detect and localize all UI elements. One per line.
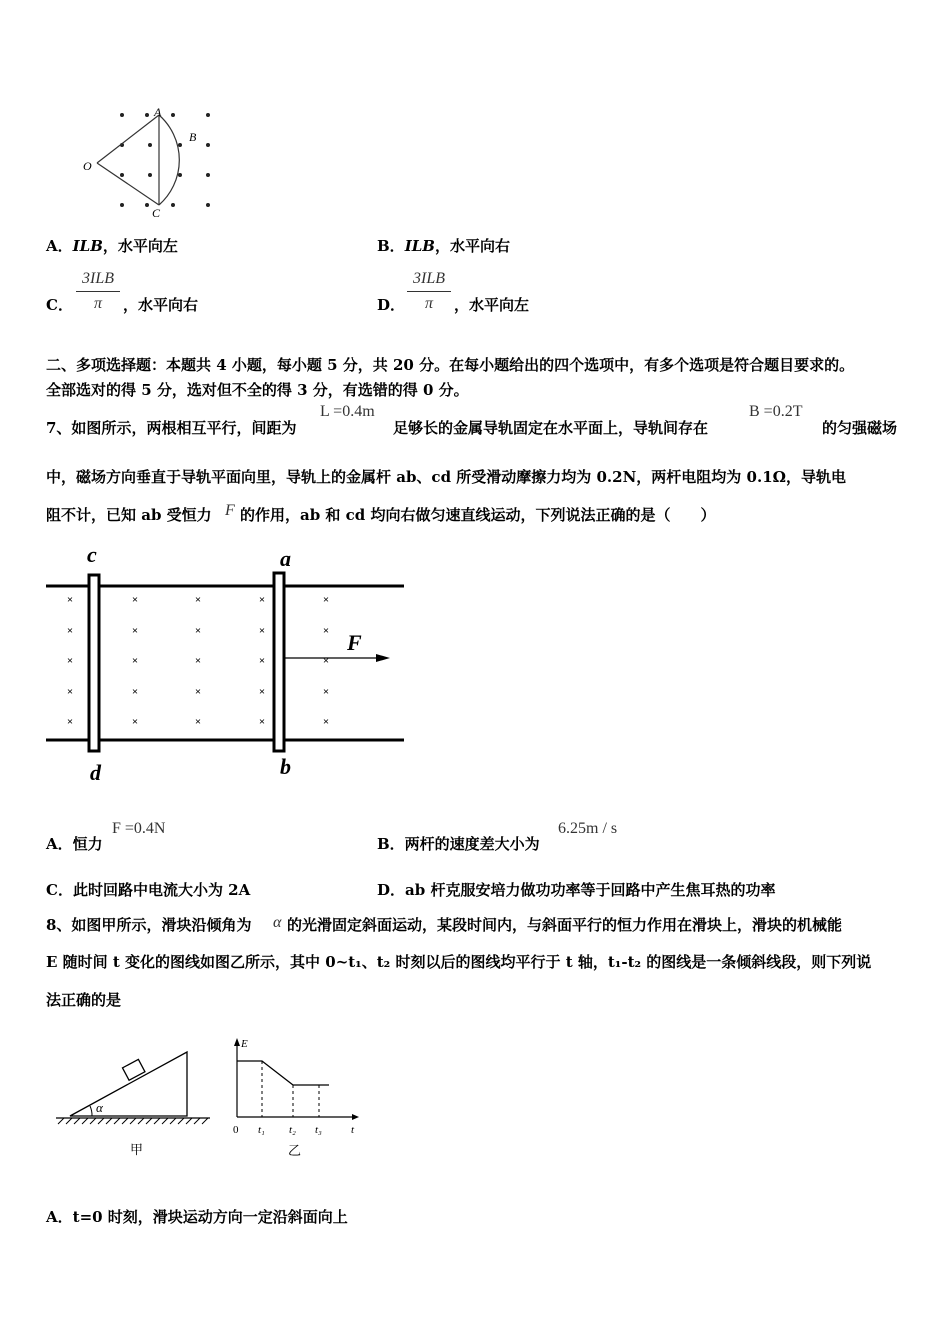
field-mark: × — [66, 716, 74, 728]
figure-q8-energy-graph — [225, 1033, 365, 1163]
field-mark: × — [258, 716, 266, 728]
q7-option-a-text: A．恒力 — [46, 835, 103, 853]
field-mark: × — [322, 625, 330, 637]
q8-text-line2: E 随时间 t 变化的图线如图乙所示，其中 0~t₁、t₂ 时刻以后的图线均平行于 t 轴，t₁-t₂ 的图线是一条倾斜线段，则下列说 — [46, 953, 872, 971]
q8-option-a: A．t=0 时刻，滑块运动方向一定沿斜面向上 — [46, 1208, 348, 1226]
axis-e: E — [241, 1038, 248, 1050]
field-mark: × — [131, 686, 139, 698]
field-mark: × — [66, 686, 74, 698]
rod-label-a: a — [280, 546, 291, 571]
q7-text-line1-c: 的匀强磁场 — [822, 419, 898, 437]
q8-text-line3: 法正确的是 — [46, 991, 122, 1009]
q6-option-d-fraction: 3ILB π — [407, 270, 451, 313]
field-mark: × — [194, 716, 202, 728]
rod-label-c: c — [87, 542, 97, 567]
q7-option-c: C．此时回路中电流大小为 2A — [46, 881, 251, 899]
caption-yi: 乙 — [288, 1143, 302, 1158]
section2-heading-line2: 全部选对的得 5 分，选对但不全的得 3 分，有选错的得 0 分。 — [46, 381, 469, 399]
tick-t2: t₂ — [289, 1124, 296, 1136]
q7-text-line1-b: 足够长的金属导轨固定在水平面上，导轨间存在 — [393, 419, 709, 437]
label-A: A — [154, 105, 162, 119]
field-mark: × — [322, 686, 330, 698]
q7-text-line2: 中，磁场方向垂直于导轨平面向里，导轨上的金属杆 ab、cd 所受滑动摩擦力均为 0.2N，两杆电阻均为 0.1Ω，导轨电 — [46, 468, 846, 486]
field-mark: × — [194, 686, 202, 698]
q7-option-b-expr: 6.25m / s — [558, 820, 618, 837]
origin: 0 — [233, 1124, 239, 1136]
q7-option-b-text: B．两杆的速度差大小为 — [377, 835, 540, 853]
incline-angle: α — [96, 1100, 103, 1115]
field-mark: × — [131, 655, 139, 667]
field-mark: × — [258, 625, 266, 637]
q8-text-line1-b: 的光滑固定斜面运动，某段时间内，与斜面平行的恒力作用在滑块上，滑块的机械能 — [287, 916, 843, 934]
field-mark: × — [66, 594, 74, 606]
q6-option-c-letter: C． — [46, 296, 73, 314]
label-C: C — [152, 206, 161, 220]
field-mark: × — [322, 655, 330, 667]
figure-q6-sector — [75, 105, 225, 220]
q7-text-line3-b: 的作用，ab 和 cd 均向右做匀速直线运动，下列说法正确的是（ ） — [240, 506, 716, 524]
field-mark: × — [66, 625, 74, 637]
field-mark: × — [258, 686, 266, 698]
field-mark: × — [194, 594, 202, 606]
field-mark: × — [194, 625, 202, 637]
caption-jia: 甲 — [130, 1142, 144, 1157]
q7-option-d: D．ab 杆克服安培力做功功率等于回路中产生焦耳热的功率 — [377, 881, 776, 899]
q6-option-c-rest: ，水平向右 — [123, 296, 199, 314]
field-mark: × — [258, 655, 266, 667]
q7-length-expr: L =0.4m — [320, 403, 375, 420]
q6-option-c-fraction: 3ILB π — [76, 270, 120, 313]
field-mark: × — [322, 594, 330, 606]
tick-t3: t₃ — [315, 1124, 322, 1136]
figure-q7-rails — [40, 540, 410, 790]
q6-option-d-letter: D． — [377, 296, 406, 314]
q8-text-line1-a: 8、如图甲所示，滑块沿倾角为 — [46, 916, 252, 934]
force-label: F — [347, 630, 362, 655]
q8-angle-symbol: α — [273, 914, 282, 931]
q6-option-d-rest: ，水平向左 — [454, 296, 530, 314]
label-O: O — [83, 159, 92, 173]
rod-label-b: b — [280, 754, 291, 779]
q6-option-b: B．ILB，水平向右 — [377, 237, 510, 255]
field-mark: × — [258, 594, 266, 606]
q6-option-a: A．ILB，水平向左 — [46, 237, 178, 255]
figure-q8-incline — [50, 1040, 215, 1165]
q7-option-a-expr: F =0.4N — [112, 820, 166, 837]
field-mark: × — [194, 655, 202, 667]
field-mark: × — [131, 594, 139, 606]
rod-label-d: d — [90, 760, 101, 785]
field-mark: × — [66, 655, 74, 667]
q7-force-symbol: F — [225, 502, 235, 519]
q7-text-line3-a: 阻不计，已知 ab 受恒力 — [46, 506, 212, 524]
field-mark: × — [131, 625, 139, 637]
q7-text-line1-a: 7、如图所示，两根相互平行，间距为 — [46, 419, 297, 437]
field-mark: × — [322, 716, 330, 728]
axis-t: t — [351, 1124, 355, 1136]
section2-heading-line1: 二、多项选择题：本题共 4 小题，每小题 5 分，共 20 分。在每小题给出的四个选项中，有多个选项是符合题目要求的。 — [46, 356, 855, 374]
tick-t1: t₁ — [258, 1124, 265, 1136]
q7-field-expr: B =0.2T — [749, 403, 803, 420]
field-mark: × — [131, 716, 139, 728]
label-B: B — [189, 130, 197, 144]
